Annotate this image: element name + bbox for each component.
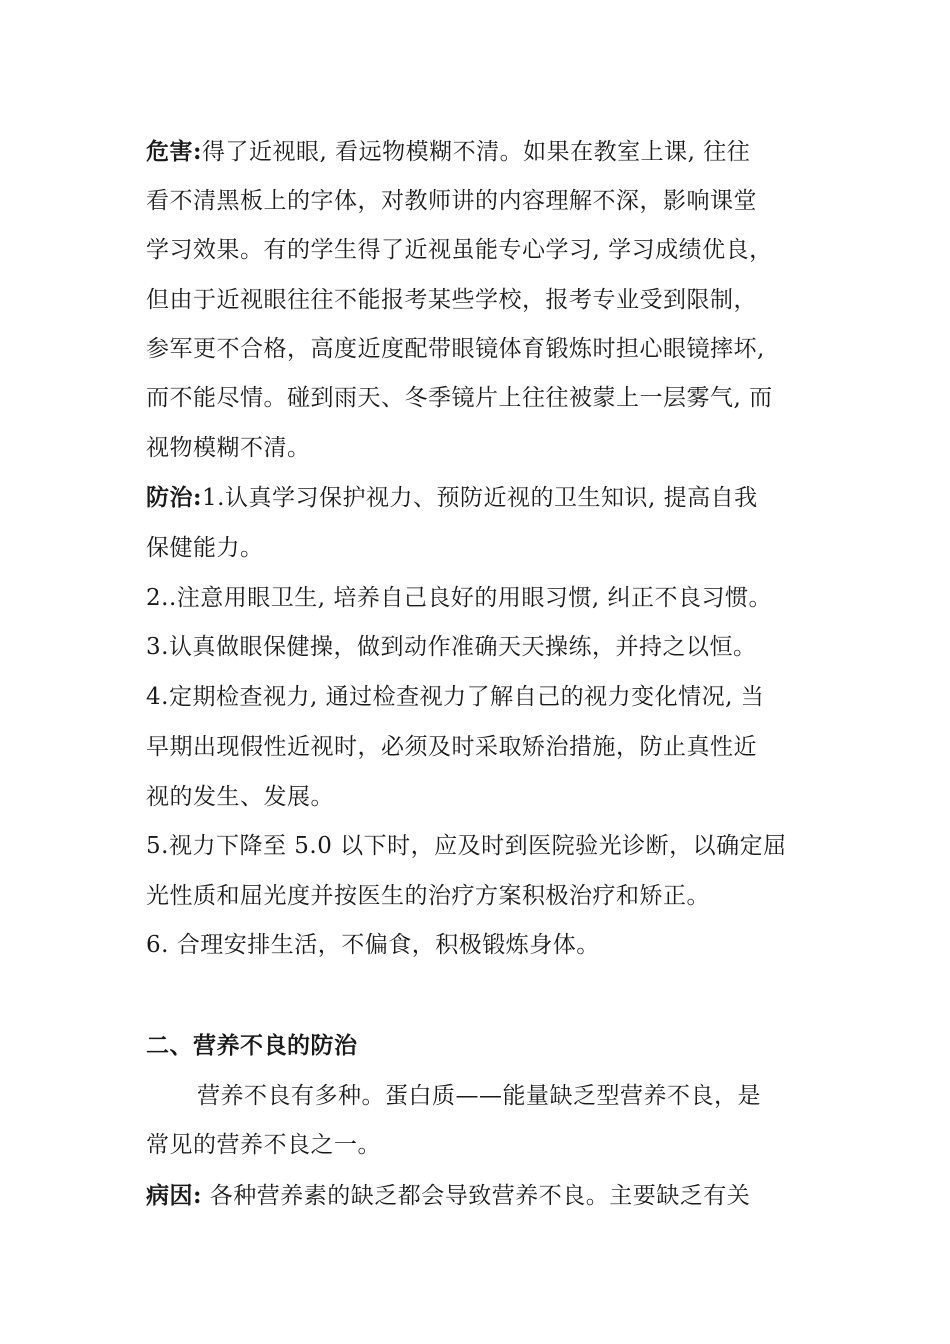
prevention-line-1 xyxy=(146,482,816,514)
harm-paragraph-line-6: 而不能尽情。碰到雨天、冬季镜片上往往被蒙上一层雾气, 而 xyxy=(146,385,773,411)
cause-line-1 xyxy=(146,1180,816,1212)
prevention-item-4-line-3: 视的发生、发展。 xyxy=(146,784,334,810)
malnutrition-intro-line-2: 常见的营养不良之一。 xyxy=(146,1132,381,1158)
harm-paragraph-line-3: 学习效果。有的学生得了近视虽能专心学习, 学习成绩优良， xyxy=(146,237,773,263)
prevention-item-4-line-2: 早期出现假性近视时，必须及时采取矫治措施，防止真性近 xyxy=(146,734,757,760)
prevention-item-3: 3.认真做眼保健操，做到动作准确天天操练，并持之以恒。 xyxy=(146,634,757,660)
prevention-label: 防治: xyxy=(146,484,202,511)
harm-paragraph-line-1 xyxy=(146,136,816,168)
cause-text: 各种营养素的缺乏都会导致营养不良。主要缺乏有关 xyxy=(202,1183,751,1209)
prevention-item-4-line-1: 4.定期检查视力, 通过检查视力了解自己的视力变化情况, 当 xyxy=(146,684,765,710)
cause-label: 病因: xyxy=(146,1182,202,1209)
prevention-line-2: 保健能力。 xyxy=(146,535,264,561)
section-heading-malnutrition: 二、营养不良的防治 xyxy=(146,1032,358,1059)
harm-paragraph-line-7: 视物模糊不清。 xyxy=(146,435,311,461)
prevention-item-5-line-1: 5.视力下降至 5.0 以下时，应及时到医院验光诊断，以确定屈 xyxy=(146,833,787,859)
prevention-item-1: 1.认真学习保护视力、预防近视的卫生知识, 提高自我 xyxy=(202,485,758,511)
prevention-item-6: 6. 合理安排生活，不偏食，积极锻炼身体。 xyxy=(146,932,600,958)
harm-text: 得了近视眼, 看远物模糊不清。如果在教室上课, 往往 xyxy=(202,139,751,165)
harm-paragraph-line-2: 看不清黑板上的字体，对教师讲的内容理解不深，影响课堂 xyxy=(146,188,757,214)
harm-paragraph-line-4: 但由于近视眼往往不能报考某些学校，报考专业受到限制， xyxy=(146,287,757,313)
harm-label: 危害: xyxy=(146,138,202,165)
prevention-item-5-line-2: 光性质和屈光度并按医生的治疗方案积极治疗和矫正。 xyxy=(146,883,710,909)
malnutrition-intro-line-1: 营养不良有多种。蛋白质——能量缺乏型营养不良，是 xyxy=(197,1083,761,1109)
prevention-item-2: 2..注意用眼卫生, 培养自己良好的用眼习惯, 纠正不良习惯。 xyxy=(146,585,772,611)
harm-paragraph-line-5: 参军更不合格，高度近度配带眼镜体育锻炼时担心眼镜摔坏, xyxy=(146,336,765,362)
